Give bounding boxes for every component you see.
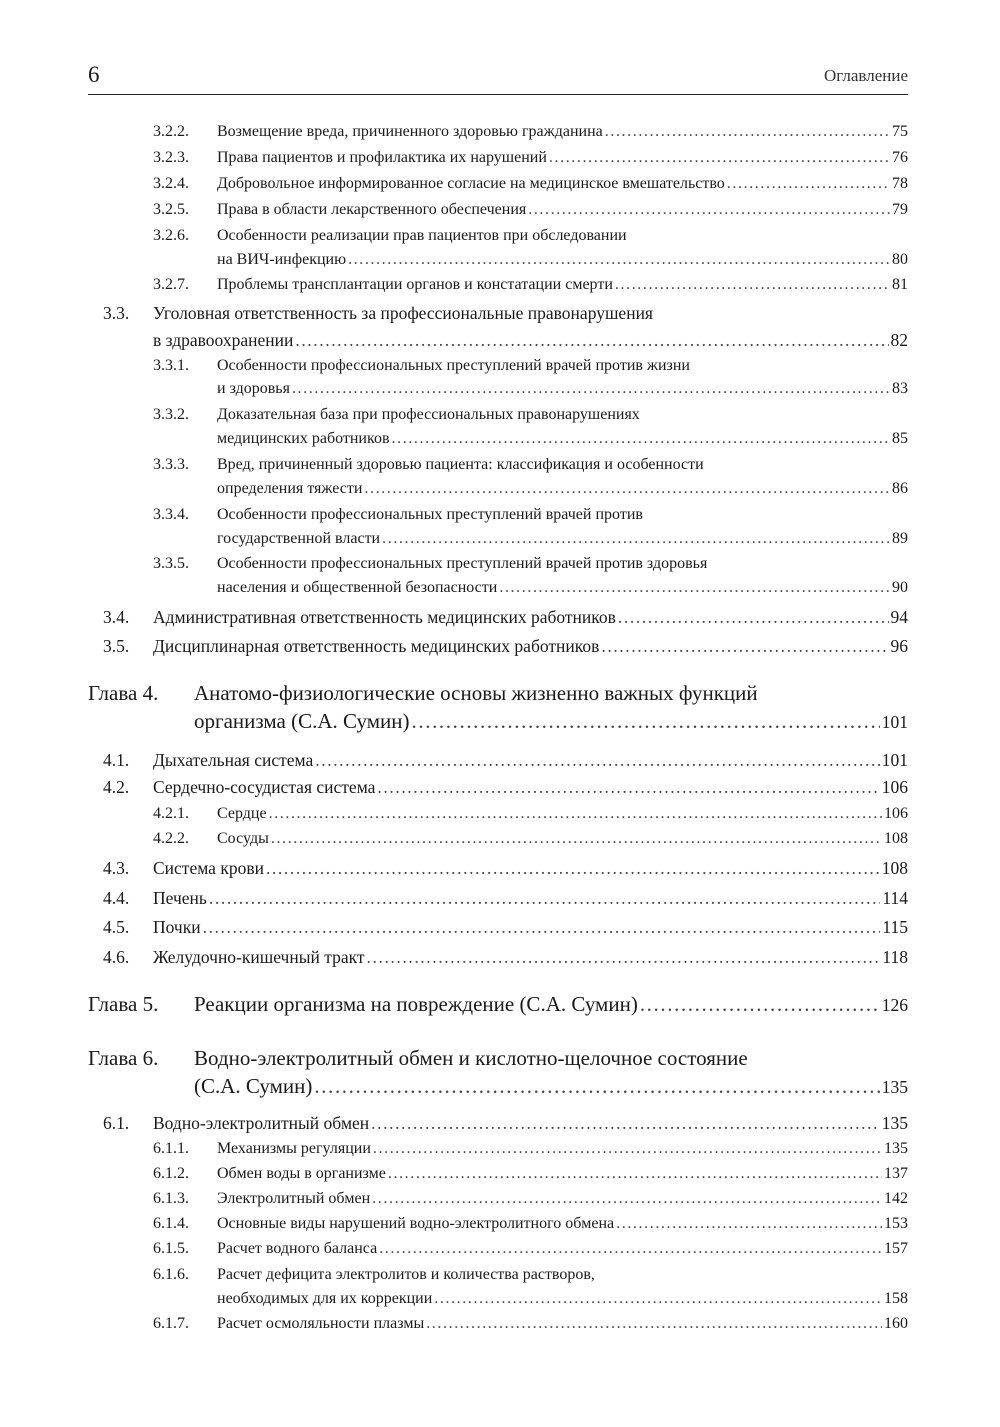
leader-dots — [292, 380, 890, 398]
toc-entry-number: 6.1.4. — [153, 1215, 189, 1232]
chapter-number: Глава 6. — [88, 1046, 159, 1070]
toc-entry-title-cont: на ВИЧ-инфекцию — [217, 251, 347, 268]
toc-entry[interactable] — [153, 1315, 908, 1333]
toc-entry[interactable] — [217, 251, 908, 269]
toc-entry-number: 6.1.7. — [153, 1315, 189, 1332]
toc-entry-number: 4.2. — [103, 777, 130, 797]
toc-entry-number: 4.2.2. — [153, 830, 189, 847]
toc-entry-number: 3.3.2. — [153, 406, 189, 423]
toc-entry-page: 85 — [892, 430, 908, 447]
toc-entry-number: 6.1.6. — [153, 1266, 189, 1283]
toc-entry-title: Система крови — [153, 858, 264, 878]
toc-entry-page: 157 — [884, 1240, 908, 1257]
toc-chapter[interactable] — [194, 1074, 908, 1099]
toc-entry-number: 3.5. — [103, 636, 130, 656]
toc-entry-title[interactable]: Особенности профессиональных преступлений врачей против — [217, 506, 643, 523]
leader-dots — [640, 992, 880, 1017]
toc-entry-page: 81 — [892, 276, 908, 293]
toc-entry-page: 153 — [884, 1215, 908, 1232]
toc-entry-title: Сосуды — [217, 830, 269, 847]
leader-dots — [379, 1240, 882, 1258]
toc-entry-number: 6.1.5. — [153, 1240, 189, 1257]
toc-entry-page: 158 — [884, 1290, 908, 1307]
toc-entry[interactable] — [217, 380, 908, 398]
toc-entry[interactable] — [153, 1140, 908, 1158]
leader-dots — [601, 636, 888, 657]
toc-entry-number: 3.3.1. — [153, 357, 189, 374]
toc-entry[interactable] — [153, 330, 908, 351]
toc-entry-title: Механизмы регуляции — [217, 1140, 371, 1157]
toc-entry-title: Добровольное информированное согласие на медицинское вмешательство — [217, 175, 725, 192]
toc-entry-title: Расчет водного баланса — [217, 1240, 378, 1257]
toc-entry-number: 4.5. — [103, 917, 130, 937]
leader-dots — [364, 480, 890, 498]
leader-dots — [314, 1074, 879, 1099]
toc-entry-title-cont: и здоровья — [217, 380, 290, 397]
leader-dots — [371, 1113, 880, 1134]
toc-entry-page: 80 — [892, 251, 908, 268]
leader-dots — [616, 1215, 882, 1233]
leader-dots — [434, 1290, 882, 1308]
toc-entry-title: Права пациентов и профилактика их нарушений — [217, 149, 547, 166]
toc-entry-title-cont: в здравоохранении — [153, 330, 294, 350]
leader-dots — [295, 330, 888, 351]
toc-entry-title: Дыхательная система — [153, 750, 314, 770]
leader-dots — [348, 251, 890, 269]
toc-entry-page: 137 — [884, 1165, 908, 1182]
leader-dots — [271, 830, 882, 848]
toc-entry-page: 160 — [884, 1315, 908, 1332]
leader-dots — [266, 858, 880, 879]
toc-entry-number: 6.1. — [103, 1113, 130, 1133]
toc-entry-number: 3.2.5. — [153, 201, 189, 218]
toc-entry-number: 3.3.5. — [153, 555, 189, 572]
toc-entry-page: 106 — [884, 805, 908, 822]
toc-entry-title: Расчет осмоляльности плазмы — [217, 1315, 425, 1332]
toc-entry-number: 3.2.6. — [153, 227, 189, 244]
toc-entry-number: 6.1.1. — [153, 1140, 189, 1157]
leader-dots — [315, 750, 879, 771]
toc-entry-title[interactable]: Доказательная база при профессиональных правонарушениях — [217, 406, 640, 423]
toc-entry-title: Сердце — [217, 805, 267, 822]
toc-entry-number: 3.3.3. — [153, 456, 189, 473]
toc-entry[interactable] — [153, 175, 908, 193]
toc-entry[interactable] — [103, 917, 908, 938]
leader-dots — [499, 579, 890, 597]
leader-dots — [426, 1315, 882, 1333]
toc-entry-title: Дисциплинарная ответственность медицинских работников — [153, 636, 600, 656]
toc-entry[interactable] — [103, 636, 908, 657]
leader-dots — [209, 888, 881, 909]
toc-entry-title[interactable]: Особенности реализации прав пациентов при обследовании — [217, 227, 627, 244]
page-number: 6 — [88, 62, 100, 87]
toc-entry-number: 3.2.3. — [153, 149, 189, 166]
toc-entry-title-cont: медицинских работников — [217, 430, 390, 447]
toc-entry[interactable] — [103, 777, 908, 798]
toc-entry-page: 75 — [892, 123, 908, 140]
chapter-title[interactable]: Анатомо-физиологические основы жизненно важных функций — [194, 681, 758, 705]
toc-entry-page: 89 — [892, 530, 908, 547]
toc-entry[interactable] — [153, 805, 908, 823]
toc-entry-number: 3.4. — [103, 607, 130, 627]
toc-entry-title-cont: определения тяжести — [217, 480, 363, 497]
toc-entry-number: 6.1.2. — [153, 1165, 189, 1182]
leader-dots — [605, 123, 890, 141]
leader-dots — [377, 777, 879, 798]
toc-entry-page: 118 — [882, 947, 908, 967]
toc-entry[interactable] — [153, 1190, 908, 1208]
toc-entry-number: 3.2.7. — [153, 276, 189, 293]
toc-entry[interactable] — [217, 579, 908, 597]
toc-entry[interactable] — [103, 888, 908, 909]
toc-entry-page: 76 — [892, 149, 908, 166]
toc-entry[interactable] — [103, 947, 908, 968]
leader-dots — [373, 1140, 882, 1158]
chapter-title: Реакции организма на повреждение (С.А. Сумин) — [194, 992, 638, 1016]
toc-entry-title[interactable]: Вред, причиненный здоровью пациента: классификация и особенности — [217, 456, 704, 473]
leader-dots — [367, 947, 881, 968]
toc-entry-title: Проблемы трансплантации органов и констатации смерти — [217, 276, 613, 293]
leader-dots — [203, 917, 881, 938]
toc-entry[interactable] — [217, 430, 908, 448]
toc-entry-page: 78 — [892, 175, 908, 192]
chapter-title[interactable]: Водно-электролитный обмен и кислотно-щелочное состояние — [194, 1046, 748, 1070]
chapter-number: Глава 4. — [88, 681, 159, 705]
leader-dots — [372, 1190, 882, 1208]
leader-dots — [615, 276, 890, 294]
toc-entry-number: 4.1. — [103, 750, 130, 770]
toc-entry-title: Почки — [153, 917, 201, 937]
toc-entry-page: 106 — [881, 777, 908, 797]
toc-entry-title[interactable]: Особенности профессиональных преступлений врачей против здоровья — [217, 555, 708, 572]
toc-entry-page: 96 — [890, 636, 908, 656]
toc-entry[interactable] — [217, 480, 908, 498]
toc-entry-number: 3.2.2. — [153, 123, 189, 140]
toc-entry-page: 126 — [881, 995, 908, 1015]
toc-entry-page: 114 — [882, 888, 908, 908]
toc-entry-page: 83 — [892, 380, 908, 397]
toc-entry[interactable] — [153, 149, 908, 167]
toc-entry-title-cont: населения и общественной безопасности — [217, 579, 498, 596]
toc-entry[interactable] — [103, 607, 908, 628]
toc-entry-page: 142 — [884, 1190, 908, 1207]
toc-entry-title: Желудочно-кишечный тракт — [153, 947, 365, 967]
toc-entry-title: Основные виды нарушений водно-электролитного обмена — [217, 1215, 615, 1232]
toc-entry-title: Электролитный обмен — [217, 1190, 371, 1207]
toc-entry[interactable] — [103, 750, 908, 771]
toc-entry-number: 4.4. — [103, 888, 130, 908]
toc-entry[interactable] — [217, 530, 908, 548]
toc-entry[interactable] — [217, 1290, 908, 1308]
toc-entry-title: Права в области лекарственного обеспечения — [217, 201, 527, 218]
toc-entry-title[interactable]: Особенности профессиональных преступлений врачей против жизни — [217, 357, 690, 374]
leader-dots — [528, 201, 890, 219]
toc-chapter[interactable] — [88, 992, 908, 1017]
toc-entry-page: 94 — [890, 607, 908, 627]
toc-chapter[interactable] — [194, 709, 908, 734]
toc-entry[interactable] — [153, 1240, 908, 1258]
toc-entry[interactable] — [153, 830, 908, 848]
toc-entry-page: 101 — [881, 750, 908, 770]
toc-entry-page: 135 — [881, 1077, 908, 1097]
toc-entry-number: 4.6. — [103, 947, 130, 967]
toc-entry[interactable] — [153, 1215, 908, 1233]
toc-entry[interactable] — [103, 858, 908, 879]
toc-entry-page: 108 — [884, 830, 908, 847]
leader-dots — [727, 175, 890, 193]
chapter-number: Глава 5. — [88, 992, 159, 1016]
toc-entry-page: 82 — [890, 330, 908, 350]
toc-entry[interactable] — [153, 201, 908, 219]
toc-entry-page: 135 — [884, 1140, 908, 1157]
toc-entry-number: 4.2.1. — [153, 805, 189, 822]
toc-entry-number: 3.3. — [103, 303, 130, 323]
toc-entry-title[interactable]: Расчет дефицита электролитов и количества растворов, — [217, 1266, 595, 1283]
toc-entry-title: Водно-электролитный обмен — [153, 1113, 370, 1133]
toc-entry-title[interactable]: Уголовная ответственность за профессиональные правонарушения — [153, 303, 653, 323]
leader-dots — [382, 530, 890, 548]
toc-entry-number: 6.1.3. — [153, 1190, 189, 1207]
running-title: Оглавление — [824, 66, 908, 85]
chapter-title-cont: (С.А. Сумин) — [194, 1074, 313, 1098]
toc-entry-number: 3.3.4. — [153, 506, 189, 523]
toc-entry-number: 4.3. — [103, 858, 130, 878]
toc-entry-title: Возмещение вреда, причиненного здоровью гражданина — [217, 123, 603, 140]
toc-entry-page: 90 — [892, 579, 908, 596]
toc-entry-page: 135 — [881, 1113, 908, 1133]
leader-dots — [549, 149, 890, 167]
toc-entry-title: Обмен воды в организме — [217, 1165, 386, 1182]
toc-entry-title: Административная ответственность медицинских работников — [153, 607, 616, 627]
leader-dots — [269, 805, 882, 823]
toc-entry-title: Печень — [153, 888, 207, 908]
toc-entry-page: 108 — [881, 858, 908, 878]
toc-entry[interactable] — [153, 123, 908, 141]
toc-entry-title: Сердечно-сосудистая система — [153, 777, 376, 797]
chapter-title-cont: организма (С.А. Сумин) — [194, 709, 410, 733]
toc-entry[interactable] — [153, 1165, 908, 1183]
toc-entry-page: 115 — [882, 917, 908, 937]
toc-entry-page: 79 — [892, 201, 908, 218]
leader-dots — [618, 607, 889, 628]
toc-entry-page: 86 — [892, 480, 908, 497]
leader-dots — [412, 709, 880, 734]
leader-dots — [392, 430, 890, 448]
toc-entry[interactable] — [103, 1113, 908, 1134]
toc-entry-number: 3.2.4. — [153, 175, 189, 192]
leader-dots — [388, 1165, 882, 1183]
toc-entry-page: 101 — [881, 712, 908, 732]
toc-entry-title-cont: государственной власти — [217, 530, 381, 547]
toc-entry-title-cont: необходимых для их коррекции — [217, 1290, 433, 1307]
toc-entry[interactable] — [153, 276, 908, 294]
